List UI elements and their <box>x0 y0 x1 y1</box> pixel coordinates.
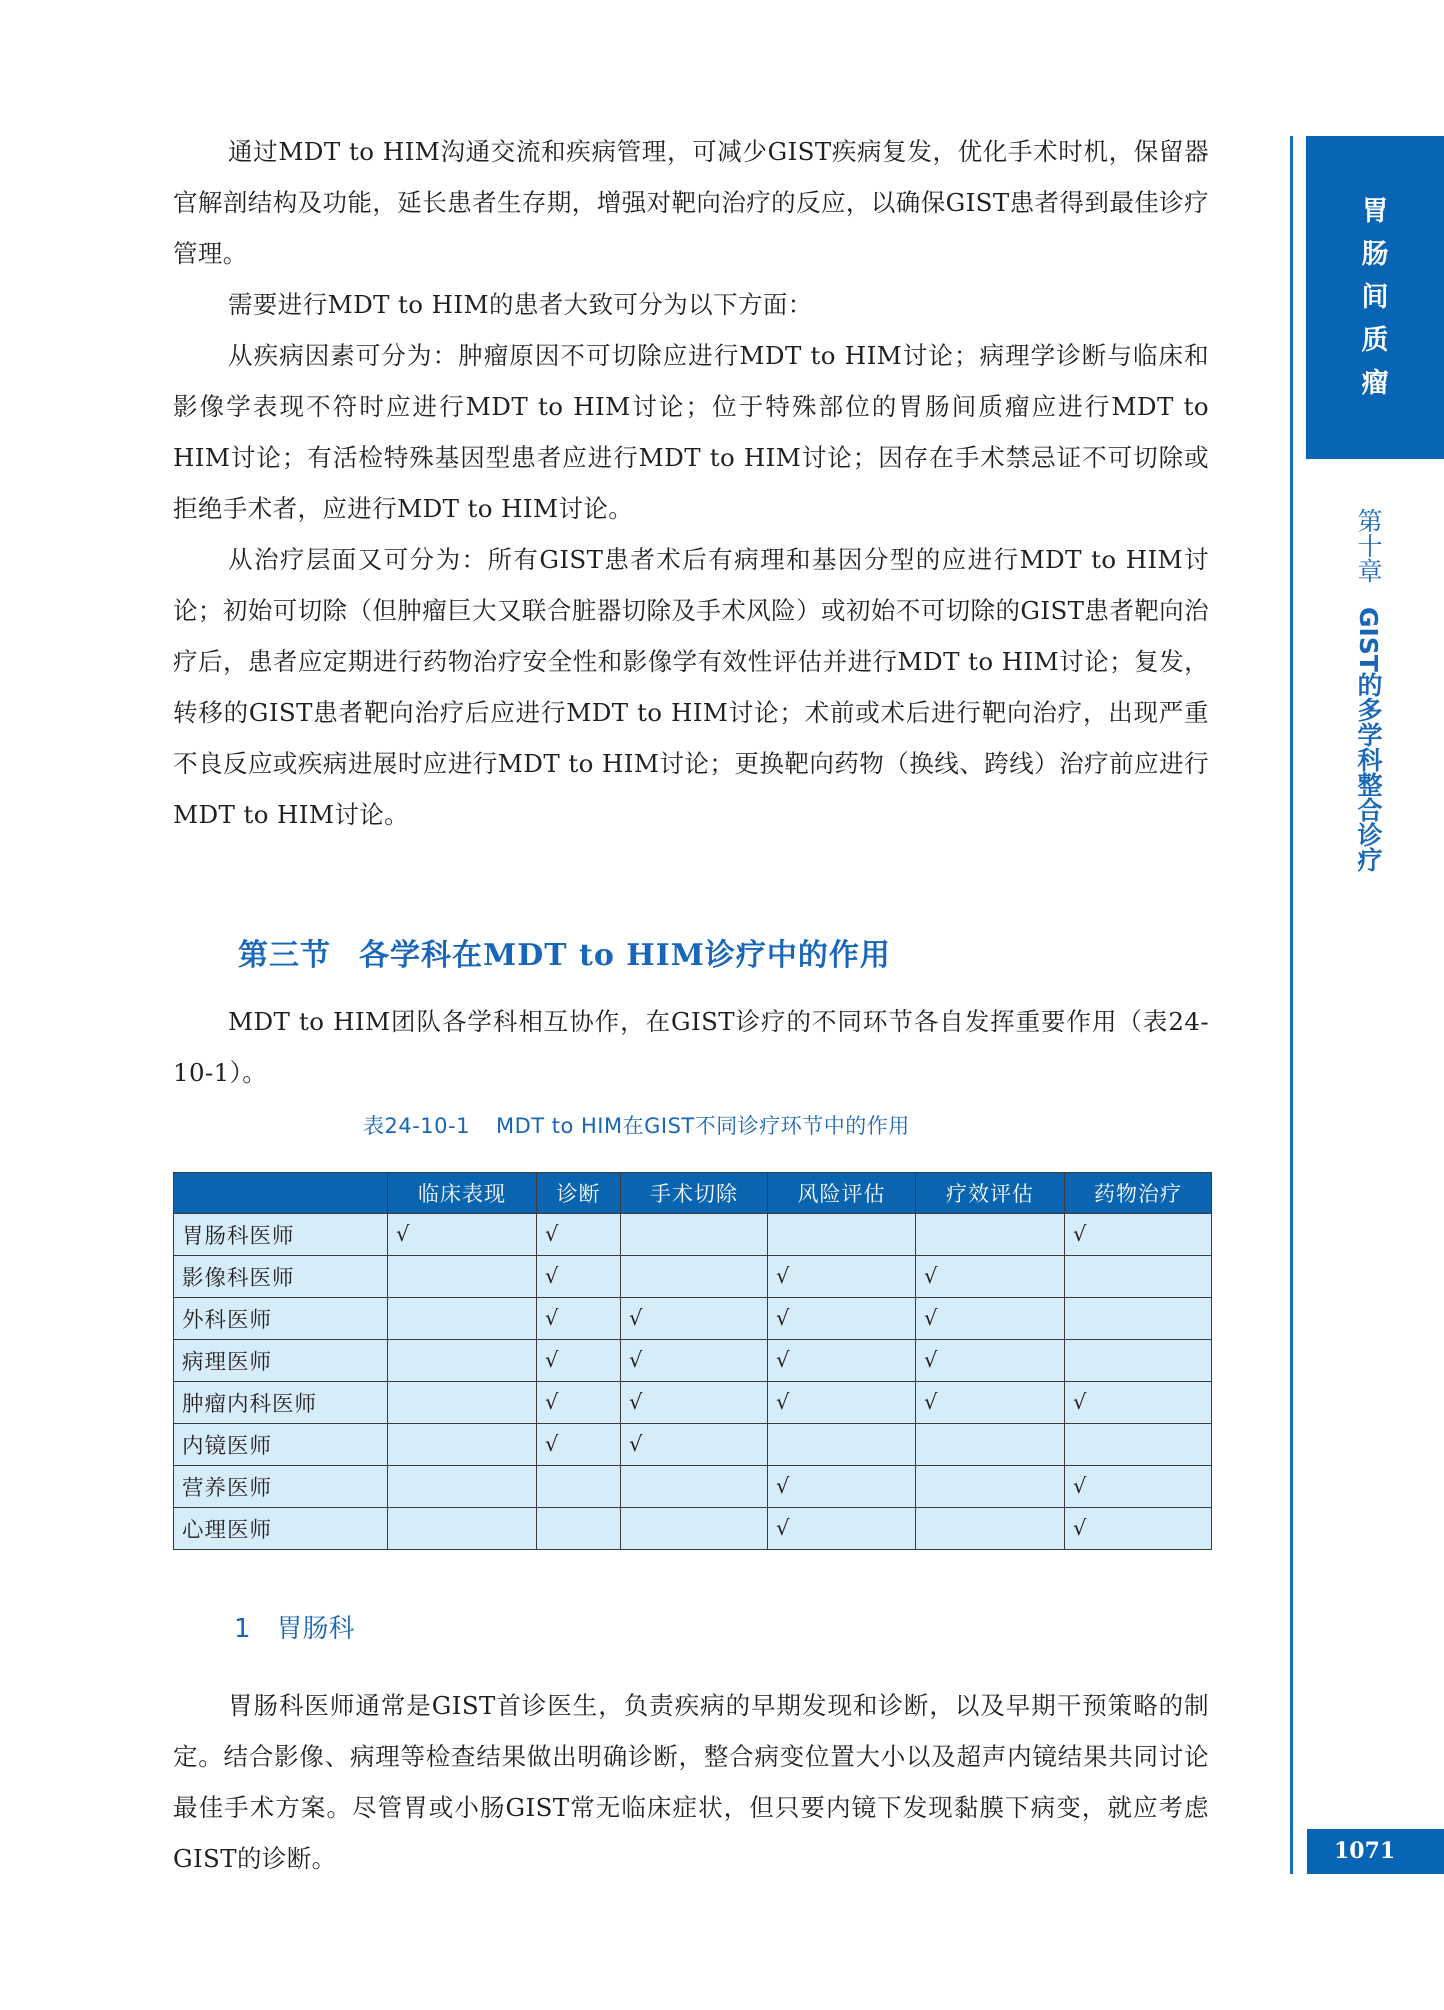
part-tab-char: 质 <box>1361 325 1389 356</box>
paragraph: 胃肠科医师通常是GIST首诊医生，负责疾病的早期发现和诊断，以及早期干预策略的制定。结合影像、病理等检查结果做出明确诊断，整合病变位置大小以及超声内镜结果共同讨论最佳手术方案。尽管胃或小肠GIST常无临床症状，但只要内镜下发现黏膜下病变，就应考虑GIST的诊断。 <box>173 1691 1209 1873</box>
subsection-title: 胃肠科 <box>276 1614 355 1644</box>
part-tab-char: 肠 <box>1361 239 1389 270</box>
table-cell <box>916 1424 1065 1466</box>
column-header <box>174 1173 388 1214</box>
part-tab <box>1306 136 1444 459</box>
table-row <box>174 1214 1212 1256</box>
table-cell <box>1065 1340 1212 1382</box>
table-row <box>174 1256 1212 1298</box>
check-mark-icon: √ <box>924 1348 938 1372</box>
check-mark-icon: √ <box>545 1390 559 1414</box>
chapter-running-title <box>1348 508 1388 872</box>
table-cell <box>621 1508 768 1550</box>
table-row <box>174 1466 1212 1508</box>
role-name-cell: 胃肠科医师 <box>174 1214 388 1256</box>
table-cell <box>388 1256 537 1298</box>
role-name-cell: 影像科医师 <box>174 1256 388 1298</box>
table-cell <box>916 1298 1065 1340</box>
column-header: 临床表现 <box>388 1173 537 1214</box>
table-cell <box>768 1466 916 1508</box>
subsection-number: 1 <box>234 1614 251 1644</box>
table-cell <box>388 1508 537 1550</box>
table-cell <box>388 1298 537 1340</box>
table-row <box>174 1298 1212 1340</box>
table-cell <box>768 1508 916 1550</box>
check-mark-icon: √ <box>924 1264 938 1288</box>
section-heading <box>238 930 891 974</box>
check-mark-icon: √ <box>924 1390 938 1414</box>
role-name-cell: 营养医师 <box>174 1466 388 1508</box>
table-cell <box>621 1382 768 1424</box>
role-name-cell: 外科医师 <box>174 1298 388 1340</box>
table-cell <box>537 1508 621 1550</box>
table-cell <box>1065 1424 1212 1466</box>
check-mark-icon: √ <box>776 1390 790 1414</box>
table-cell <box>621 1424 768 1466</box>
table-cell <box>388 1382 537 1424</box>
table-cell <box>388 1466 537 1508</box>
table-cell <box>537 1340 621 1382</box>
table-cell <box>537 1214 621 1256</box>
table-cell <box>1065 1256 1212 1298</box>
table-cell <box>1065 1382 1212 1424</box>
table-cell <box>621 1466 768 1508</box>
subsection-heading <box>234 1608 355 1645</box>
table-cell <box>768 1382 916 1424</box>
check-mark-icon: √ <box>776 1348 790 1372</box>
check-mark-icon: √ <box>545 1306 559 1330</box>
check-mark-icon: √ <box>629 1348 643 1372</box>
check-mark-icon: √ <box>545 1432 559 1456</box>
paragraph: 从治疗层面又可分为：所有GIST患者术后有病理和基因分型的应进行MDT to HIM讨论；初始可切除（但肿瘤巨大又联合脏器切除及手术风险）或初始不可切除的GIST患者靶向治疗后，患者应定期进行药物治疗安全性和影像学有效性评估并进行MDT to HIM讨论；复发，转移的GIST患者靶向治疗后应进行MDT to HIM讨论；术前或术后进行靶向治疗，出现严重不良反应或疾病进展时应进行MDT to HIM讨论；更换靶向药物（换线、跨线）治疗前应进行MDT to HIM讨论。 <box>173 545 1209 829</box>
check-mark-icon: √ <box>776 1264 790 1288</box>
column-header: 诊断 <box>537 1173 621 1214</box>
section-intro <box>173 996 1209 1098</box>
column-header: 药物治疗 <box>1065 1173 1212 1214</box>
chapter-number: 第十章 <box>1354 508 1383 583</box>
table-cell <box>916 1256 1065 1298</box>
chapter-title-latin: GIST <box>1354 607 1383 672</box>
paragraph: MDT to HIM团队各学科相互协作，在GIST诊疗的不同环节各自发挥重要作用（表24-10-1）。 <box>173 1007 1209 1087</box>
table-cell <box>537 1424 621 1466</box>
table-cell <box>621 1256 768 1298</box>
column-header: 风险评估 <box>768 1173 916 1214</box>
roles-table <box>173 1172 1212 1550</box>
margin-divider-line <box>1290 136 1293 1874</box>
check-mark-icon: √ <box>545 1264 559 1288</box>
part-tab-char: 胃 <box>1361 196 1389 227</box>
table-cell <box>916 1508 1065 1550</box>
table-cell <box>537 1256 621 1298</box>
paragraph: 通过MDT to HIM沟通交流和疾病管理，可减少GIST疾病复发，优化手术时机，保留器官解剖结构及功能，延长患者生存期，增强对靶向治疗的反应，以确保GIST患者得到最佳诊疗管理。 <box>173 137 1209 268</box>
check-mark-icon: √ <box>776 1474 790 1498</box>
table-number: 表24-10-1 <box>363 1114 470 1138</box>
check-mark-icon: √ <box>924 1306 938 1330</box>
check-mark-icon: √ <box>1073 1390 1087 1414</box>
table-cell <box>1065 1214 1212 1256</box>
role-name-cell: 内镜医师 <box>174 1424 388 1466</box>
check-mark-icon: √ <box>545 1348 559 1372</box>
table-cell <box>1065 1298 1212 1340</box>
column-header: 疗效评估 <box>916 1173 1065 1214</box>
table-cell <box>916 1466 1065 1508</box>
table-row <box>174 1382 1212 1424</box>
table-cell <box>537 1298 621 1340</box>
table-cell <box>537 1466 621 1508</box>
table-cell <box>768 1340 916 1382</box>
section-number: 第三节 <box>238 938 331 973</box>
role-name-cell: 心理医师 <box>174 1508 388 1550</box>
table-cell <box>537 1382 621 1424</box>
page-number: 1071 <box>1307 1829 1444 1874</box>
table-cell <box>768 1256 916 1298</box>
table-body <box>174 1214 1212 1550</box>
check-mark-icon: √ <box>1073 1516 1087 1540</box>
column-header: 手术切除 <box>621 1173 768 1214</box>
check-mark-icon: √ <box>1073 1474 1087 1498</box>
body-text-bottom <box>173 1680 1209 1884</box>
table-cell <box>388 1340 537 1382</box>
table-cell <box>916 1382 1065 1424</box>
section-title: 各学科在MDT to HIM诊疗中的作用 <box>359 938 891 973</box>
check-mark-icon: √ <box>396 1222 410 1246</box>
table-cell <box>1065 1466 1212 1508</box>
check-mark-icon: √ <box>629 1306 643 1330</box>
table-title: MDT to HIM在GIST不同诊疗环节中的作用 <box>495 1114 910 1138</box>
table-row <box>174 1424 1212 1466</box>
check-mark-icon: √ <box>629 1390 643 1414</box>
check-mark-icon: √ <box>629 1432 643 1456</box>
table-cell <box>1065 1508 1212 1550</box>
table-cell <box>388 1424 537 1466</box>
table-cell <box>916 1340 1065 1382</box>
check-mark-icon: √ <box>776 1516 790 1540</box>
table-cell <box>916 1214 1065 1256</box>
role-name-cell: 肿瘤内科医师 <box>174 1382 388 1424</box>
check-mark-icon: √ <box>1073 1222 1087 1246</box>
part-tab-char: 间 <box>1361 282 1389 313</box>
check-mark-icon: √ <box>545 1222 559 1246</box>
table-cell <box>388 1214 537 1256</box>
check-mark-icon: √ <box>776 1306 790 1330</box>
table-cell <box>768 1298 916 1340</box>
table-cell <box>768 1424 916 1466</box>
part-tab-char: 瘤 <box>1361 368 1389 399</box>
table-cell <box>621 1214 768 1256</box>
chapter-title: 的多学科整合诊疗 <box>1354 671 1383 872</box>
paragraph: 需要进行MDT to HIM的患者大致可分为以下方面： <box>228 290 813 319</box>
table-cell <box>621 1340 768 1382</box>
table-row <box>174 1340 1212 1382</box>
paragraph: 从疾病因素可分为：肿瘤原因不可切除应进行MDT to HIM讨论；病理学诊断与临床和影像学表现不符时应进行MDT to HIM讨论；位于特殊部位的胃肠间质瘤应进行MDT to HIM讨论；有活检特殊基因型患者应进行MDT to HIM讨论；因存在手术禁忌证不可切除或拒绝手术者，应进行MDT to HIM讨论。 <box>173 341 1209 523</box>
table-caption <box>363 1110 910 1140</box>
role-name-cell: 病理医师 <box>174 1340 388 1382</box>
table-header-row <box>174 1173 1212 1214</box>
body-text-top <box>173 126 1209 840</box>
table-cell <box>621 1298 768 1340</box>
table-row <box>174 1508 1212 1550</box>
table-cell <box>768 1214 916 1256</box>
